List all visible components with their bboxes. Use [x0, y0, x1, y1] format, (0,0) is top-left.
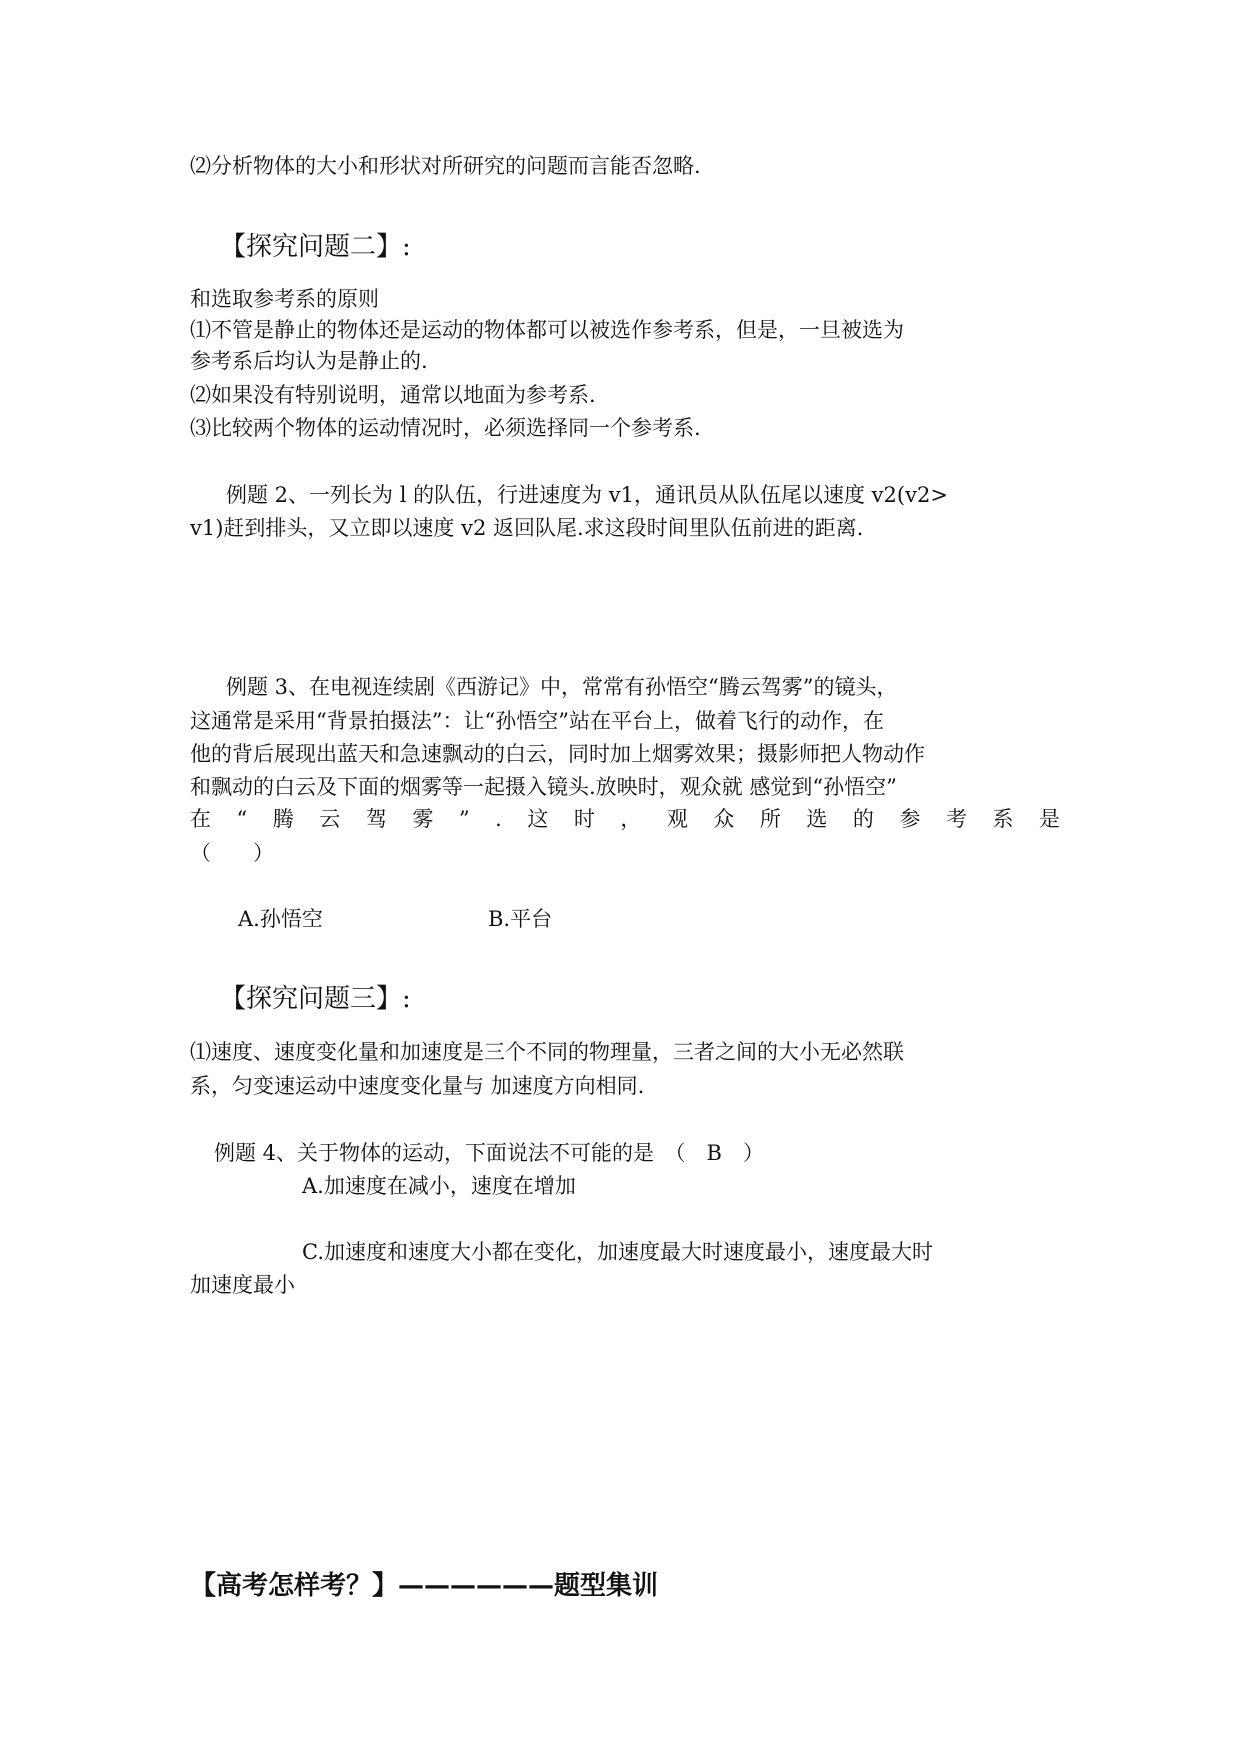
text-fragment: 驾	[365, 807, 387, 831]
option-a: A.孙悟空	[238, 907, 323, 931]
text-line: 和选取参考系的原则	[190, 287, 379, 311]
example-text: 例题 4、关于物体的运动，下面说法不可能的是 （ B ）	[214, 1141, 764, 1165]
example-text: 例题 2、一列长为 l 的队伍，行进速度为 v1，通讯员从队伍尾以速度 v2(v2>	[226, 483, 948, 507]
text-fragment: 雾	[412, 807, 434, 831]
text-fragment: 的	[852, 807, 874, 831]
text-fragment: ，	[620, 807, 642, 831]
text-fragment: ”	[458, 807, 470, 831]
text-fragment: 时	[573, 807, 595, 831]
text-fragment: 选	[806, 807, 828, 831]
text-fragment: 所	[759, 807, 781, 831]
text-fragment: 云	[319, 807, 341, 831]
text-fragment: 观	[666, 807, 688, 831]
example-text: 例题 3、在电视连续剧《西游记》中，常常有孙悟空“腾云驾雾”的镜头，	[226, 675, 898, 699]
option-b: B.平台	[488, 907, 553, 931]
text-fragment: 在	[190, 807, 211, 831]
text-line: ⑵分析物体的大小和形状对所研究的问题而言能否忽略.	[190, 154, 701, 178]
text-fragment: “	[236, 807, 248, 831]
justified-line	[190, 807, 1060, 831]
option-c: C.加速度和速度大小都在变化，加速度最大时速度最小，速度最大时	[302, 1240, 933, 1264]
text-line: 参考系后均认为是静止的.	[190, 349, 428, 373]
example-text: 这通常是采用“背景拍摄法”：让“孙悟空”站在平台上，做着飞行的动作，在	[190, 709, 884, 733]
text-line: 系，匀变速运动中速度变化量与 加速度方向相同.	[190, 1074, 645, 1098]
text-fragment: 众	[713, 807, 735, 831]
answer-blank: （ ）	[190, 841, 274, 865]
text-fragment: 这	[527, 807, 549, 831]
text-line: ⑶比较两个物体的运动情况时，必须选择同一个参考系.	[190, 416, 701, 440]
example-text: 和飘动的白云及下面的烟雾等一起摄入镜头.放映时，观众就 感觉到“孙悟空”	[190, 775, 897, 799]
section-heading: 【探究问题二】:	[220, 232, 411, 262]
text-fragment: 系	[992, 807, 1014, 831]
text-fragment: 考	[945, 807, 967, 831]
example-text: 他的背后展现出蓝天和急速飘动的白云，同时加上烟雾效果；摄影师把人物动作	[190, 742, 925, 766]
option-c-continued: 加速度最小	[190, 1273, 295, 1297]
section-heading: 【探究问题三】:	[220, 984, 411, 1014]
text-fragment: 腾	[272, 807, 294, 831]
footer-heading: 【高考怎样考？】——————题型集训	[190, 1571, 659, 1601]
text-fragment: 是	[1038, 807, 1060, 831]
text-line: ⑴不管是静止的物体还是运动的物体都可以被选作参考系，但是，一旦被选为	[190, 318, 904, 342]
text-fragment: 参	[899, 807, 921, 831]
text-line: ⑵如果没有特别说明，通常以地面为参考系.	[190, 383, 596, 407]
example-text: v1)赶到排头，又立即以速度 v2 返回队尾.求这段时间里队伍前进的距离.	[190, 516, 864, 540]
option-a: A.加速度在减小，速度在增加	[302, 1174, 576, 1198]
text-fragment: .	[495, 807, 502, 831]
text-line: ⑴速度、速度变化量和加速度是三个不同的物理量，三者之间的大小无必然联	[190, 1040, 904, 1064]
